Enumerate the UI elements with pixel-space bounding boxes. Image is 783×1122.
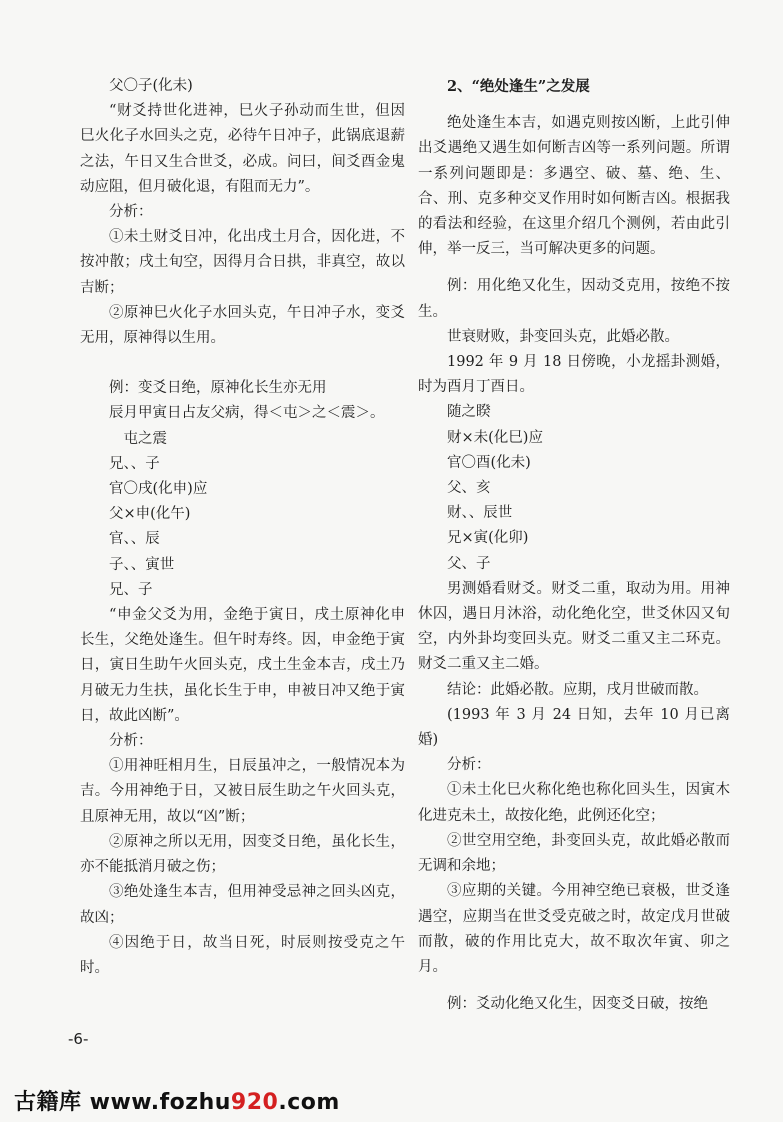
example-title: 例：变爻日绝，原神化长生亦无用 (109, 380, 327, 397)
analysis-point: ②世空用空绝，卦变回头克，故此婚必散而无调和余地； (418, 832, 730, 875)
hexagram-line: 兄、、子 (109, 455, 160, 472)
intro-paragraph: 绝处逢生本吉，如遇克则按凶断，上此引伸出爻遇绝又遇生如何断吉凶等一系列问题。所谓一系列问题即是：多遇空、破、墓、绝、生、合、刑、克多种交叉作用时如何断吉凶。根据我的看法和经验，在这里介绍几个测例，若由此引伸，举一反三，当可解决更多的问题。 (418, 115, 730, 258)
hexagram-line: 官〇酉(化未) (447, 454, 531, 471)
watermark-footer (14, 1085, 340, 1116)
analysis-point: ①未土财爻日冲，化出戌土月合，因化进，不按冲散；戌土旬空，因得月合日拱，非真空，故以吉断； (80, 229, 405, 296)
hexagram-line: 父、亥 (447, 480, 491, 497)
example-title: 例：用化绝又化生，因动爻克用，按绝不按生。 (418, 278, 730, 320)
footer-suffix: .com (278, 1090, 340, 1115)
page-number: -6- (68, 1030, 89, 1048)
hexagram-line: 官〇戌(化申)应 (109, 481, 208, 498)
analysis-point: ①未土化巳火称化绝也称化回头生，因寅木化进克未土，故按化绝，此例还化空； (418, 782, 730, 824)
analysis-point: ①用神旺相月生，日辰虽冲之，一般情况本为吉。今用神绝于日，又被日辰生助之午火回头克，且原神无用，故以“凶”断； (80, 758, 405, 825)
judgment-line: 世衰财败，卦变回头克，此婚必散。 (447, 328, 679, 345)
hexagram-line: 兄、子 (109, 581, 153, 598)
hexagram-line: 父×申(化午) (109, 506, 191, 523)
hexagram-name: 屯之震 (123, 430, 167, 447)
hexagram-line: 财、、辰世 (447, 505, 513, 522)
hexagram-line: 官、、辰 (109, 531, 160, 548)
case-reasoning: 男测婚看财爻。财爻二重，取动为用。用神休囚，遇日月沐浴，动化绝化空，世爻休囚又旬空，内外卦均变回头克。财爻二重又主二环克。财爻二重又主二婚。 (418, 580, 730, 673)
footer-prefix: 古籍库 www.fozhu (14, 1090, 231, 1115)
analysis-point: ④因绝于日，故当日死，时辰则按受克之午时。 (80, 934, 405, 976)
example-description: 辰月甲寅日占友父病，得＜屯＞之＜震＞。 (109, 405, 385, 422)
hexagram-line: 兄×寅(化卯) (447, 530, 529, 547)
analysis-point: ③绝处逢生本吉，但用神受忌神之回头凶克，故凶； (80, 884, 405, 926)
right-column (418, 74, 730, 1017)
hexagram-line: 财×未(化巳)应 (447, 429, 543, 446)
section-heading: 2、“绝处逢生”之发展 (447, 78, 590, 95)
example-title: 例：爻动化绝又化生，因变爻日破，按绝 (447, 996, 708, 1013)
analysis-point: ②原神巳火化子水回头克，午日冲子水，变爻无用，原神得以生用。 (80, 304, 405, 347)
analysis-point: ③应期的关键。今用神空绝已衰极，世爻逢遇空，应期当在世爻受克破之时，故定戊月世破而散，破的作用比克大，故不取次年寅、卯之月。 (418, 883, 730, 975)
footer-number: 920 (230, 1090, 279, 1115)
hexagram-name: 随之睽 (447, 404, 491, 421)
left-column (80, 74, 405, 981)
hexagram-line: 父、子 (447, 555, 491, 572)
analysis-label: 分析： (109, 204, 153, 221)
hexagram-line: 父〇子(化未) (109, 78, 193, 94)
quoted-judgment: “申金父爻为用，金绝于寅日，戌土原神化申长生，父绝处逢生。但午时寿终。因，申金绝于寅日，寅日生助午火回头克，戌土生金本吉，戌土乃月破无力生扶，虽化长生于申，申被日冲又绝于寅日，故此凶断”。 (80, 607, 405, 724)
conclusion: 结论：此婚必散。应期，戌月世破而散。 (447, 681, 708, 698)
hexagram-line: 子、、寅世 (109, 556, 175, 573)
analysis-label: 分析： (109, 733, 153, 750)
example-description: 1992 年 9 月 18 日傍晚，小龙摇卦测婚，时为酉月丁酉日。 (418, 354, 730, 396)
analysis-point: ②原神之所以无用，因变爻日绝，虽化长生，亦不能抵消月破之伤； (80, 833, 405, 876)
quoted-judgment: “财爻持世化进神，巳火子孙动而生世，但因巳火化子水回头之克，必待午日冲子，此锅底退薪之法，午日又生合世爻，必成。问曰，间爻酉金鬼动应阻，但月破化退，有阻而无力”。 (80, 103, 405, 195)
analysis-label: 分析： (447, 757, 491, 774)
verification-note: (1993 年 3 月 24 日知，去年 10 月已离婚) (418, 706, 730, 749)
